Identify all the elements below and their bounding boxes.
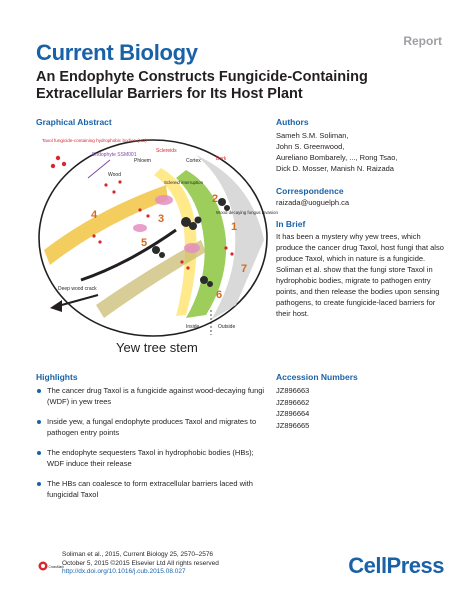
highlight-item: Inside yew, a fungal endophyte produces Taxol and migrates to pathogen entry points <box>36 416 271 438</box>
author-line: Dick D. Mosser, Manish N. Raizada <box>276 164 394 173</box>
label-cortex: Cortex <box>186 158 201 164</box>
label-taxol-hb: Taxol fungicide-containing hydrophobic bodies (HB) <box>42 138 147 143</box>
accession-item[interactable]: JZ896664 <box>276 409 310 418</box>
correspondence-email[interactable]: raizada@uoguelph.ca <box>276 198 350 207</box>
step-number: 1 <box>231 221 238 233</box>
correspondence-heading: Correspondence <box>276 186 344 196</box>
authors-heading: Authors <box>276 117 309 127</box>
citation-line-2: October 5, 2015 ©2015 Elsevier Ltd All rights reserved <box>62 559 219 567</box>
accession-list <box>276 385 309 431</box>
label-inside: Inside <box>186 324 200 330</box>
crossmark-logo[interactable] <box>38 560 64 572</box>
accession-item[interactable]: JZ896662 <box>276 397 310 407</box>
label-sclereid-interruption: Sclereid interruption <box>164 180 204 185</box>
label-wood-decaying: Wood decaying fungus invasion <box>216 210 278 215</box>
doi-link[interactable]: http://dx.doi.org/10.1016/j.cub.2015.08.027 <box>62 568 186 575</box>
citation <box>62 551 219 577</box>
cellpress-logo: CellPress <box>348 553 444 578</box>
graphical-abstract-figure <box>36 130 278 362</box>
author-line: John S. Greenwood, <box>276 142 345 151</box>
title-line-2: Extracellular Barriers for Its Host Plant <box>36 86 303 102</box>
step-number: 5 <box>141 237 148 249</box>
label-phloem: Phloem <box>134 158 151 164</box>
highlights-heading: Highlights <box>36 372 78 382</box>
title-line-1: An Endophyte Constructs Fungicide-Containing <box>36 69 368 85</box>
graphical-abstract-heading: Graphical Abstract <box>36 117 112 127</box>
highlight-item: The cancer drug Taxol is a fungicide against wood-decaying fungi (WDF) in yew trees <box>36 385 271 407</box>
label-outside: Outside <box>218 324 236 330</box>
step-number: 2 <box>212 193 219 205</box>
journal-name: Current Biology <box>36 40 198 65</box>
step-number: 3 <box>158 213 165 225</box>
label-yew-tree-stem: Yew tree stem <box>116 340 198 355</box>
in-brief-text: It has been a mystery why yew trees, which produce the cancer drug Taxol, host fungi that also produce Taxol, which in nature is a fungicide. Soliman et al. show that the fungi store Taxol in hydrophobic bodies, migrate to pathogen entry points, and then release the bodies upon sensing pathogens, to create fungicide-laced barriers for their host. <box>276 232 444 318</box>
step-number: 7 <box>241 263 248 275</box>
highlights-list <box>36 385 271 509</box>
step-number: 4 <box>91 209 98 221</box>
accession-heading: Accession Numbers <box>276 372 358 382</box>
highlight-item: The endophyte sequesters Taxol in hydrophobic bodies (HBs); WDF induce their release <box>36 447 271 469</box>
label-wood: Wood <box>108 172 121 178</box>
graphical-abstract <box>36 130 278 362</box>
highlight-item: The HBs can coalesce to form extracellular barriers laced with fungicidal Taxol <box>36 478 271 500</box>
label-sclereids: Sclereids <box>156 148 177 154</box>
step-number: 6 <box>216 289 223 301</box>
accession-item[interactable]: JZ896663 <box>276 386 310 395</box>
in-brief-heading: In Brief <box>276 219 306 229</box>
article-type: Report <box>403 34 442 48</box>
citation-line-1: Soliman et al., 2015, Current Biology 25, 2570–2576 <box>62 551 214 558</box>
label-endophyte: Endophyte SSM001 <box>92 152 137 158</box>
crossmark-label: CrossMark <box>48 565 64 569</box>
label-deep-wood-crack: Deep wood crack <box>58 286 97 292</box>
author-line: Aureliano Bombarely, ..., Rong Tsao, <box>276 153 398 162</box>
label-bark: Bark <box>216 156 227 162</box>
accession-item[interactable]: JZ896665 <box>276 420 310 430</box>
author-line: Sameh S.M. Soliman, <box>276 131 349 140</box>
article-title <box>36 69 436 103</box>
authors-list <box>276 130 446 174</box>
